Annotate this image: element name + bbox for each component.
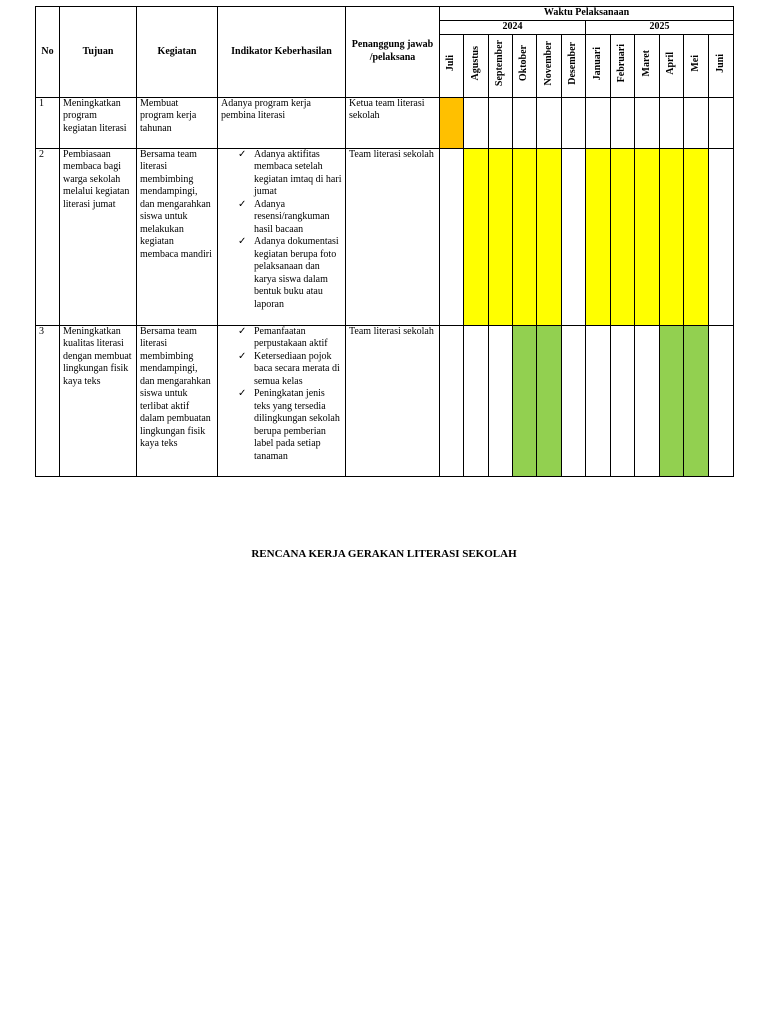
header-penanggung: Penanggung jawab /pelaksana (346, 7, 440, 98)
cell-penanggung: Team literasi sekolah (346, 148, 440, 325)
schedule-cell-april (660, 97, 684, 148)
schedule-cell-mei (684, 325, 709, 476)
indikator-item (238, 148, 342, 199)
indikator-text: Ketersediaan pojok baca secara merata di semua kelas (254, 350, 340, 387)
month-label: Desember (567, 41, 579, 85)
schedule-cell-desember (562, 97, 586, 148)
schedule-cell-juni (709, 148, 734, 325)
indikator-text: Adanya resensi/rangkuman hasil bacaan (254, 198, 330, 235)
cell-penanggung: Team literasi sekolah (346, 325, 440, 476)
header-month-desember (562, 34, 586, 97)
checkmark-icon: ✓ (238, 236, 247, 247)
header-no: No (36, 7, 60, 98)
header-month-maret (635, 34, 660, 97)
schedule-cell-maret (635, 97, 660, 148)
checkmark-icon: ✓ (238, 148, 247, 160)
cell-kegiatan: Bersama team literasi membimbing mendampingi, dan mengarahkan siswa untuk melakukan kegiatan membaca mandiri (137, 148, 218, 325)
header-indikator: Indikator Keberhasilan (218, 7, 346, 98)
header-kegiatan: Kegiatan (137, 7, 218, 98)
header-year-2024: 2024 (440, 21, 586, 35)
schedule-cell-desember (562, 325, 586, 476)
cell-kegiatan: Membuat program kerja tahunan (137, 97, 218, 148)
header-tujuan: Tujuan (60, 7, 137, 98)
header-month-juli (440, 34, 464, 97)
indikator-text: Peningkatan jenis teks yang tersedia dilingkungan sekolah berupa pemberian label pada setiap tanaman (254, 388, 340, 462)
cell-kegiatan: Bersama team literasi membimbing mendampingi, dan mengarahkan siswa untuk terlibat aktif dalam pembuatan lingkungan fisik kaya teks (137, 325, 218, 476)
indikator-text: Pemanfaatan perpustakaan aktif (254, 325, 328, 349)
month-label: Agustus (469, 46, 481, 81)
schedule-cell-oktober (513, 148, 537, 325)
table-row (36, 148, 734, 325)
document-title: RENCANA KERJA GERAKAN LITERASI SEKOLAH (251, 548, 517, 560)
header-month-juni (709, 34, 734, 97)
checkmark-icon: ✓ (238, 388, 247, 399)
header-month-februari (611, 34, 635, 97)
indikator-item (238, 388, 342, 463)
cell-indikator (218, 325, 346, 476)
header-month-januari (586, 34, 611, 97)
schedule-cell-desember (562, 148, 586, 325)
schedule-cell-april (660, 148, 684, 325)
indikator-item (238, 198, 342, 237)
schedule-cell-april (660, 325, 684, 476)
row-number: 1 (36, 97, 60, 148)
schedule-cell-agustus (464, 325, 489, 476)
schedule-cell-juni (709, 325, 734, 476)
month-label: Maret (640, 50, 652, 77)
header-waktu: Waktu Pelaksanaan (440, 7, 734, 21)
schedule-cell-juli (440, 97, 464, 148)
indikator-text: Adanya aktifitas membaca setelah kegiatan imtaq di hari jumat (254, 148, 342, 197)
header-month-november (537, 34, 562, 97)
month-label: April (665, 51, 677, 75)
table-row (36, 325, 734, 476)
schedule-cell-november (537, 97, 562, 148)
month-label: Mei (689, 54, 701, 72)
work-plan-table (35, 6, 734, 477)
cell-indikator: Adanya program kerja pembina literasi (218, 97, 346, 148)
indikator-text: Adanya dokumentasi kegiatan berupa foto pelaksanaan dan karya siswa dalam bentuk buku atau laporan (254, 236, 339, 310)
schedule-cell-oktober (513, 97, 537, 148)
indikator-item (238, 325, 342, 351)
month-label: Juni (714, 53, 726, 73)
month-label: September (494, 40, 506, 87)
indikator-item (238, 350, 342, 389)
schedule-cell-februari (611, 97, 635, 148)
header-month-mei (684, 34, 709, 97)
schedule-cell-januari (586, 325, 611, 476)
cell-tujuan: Pembiasaan membaca bagi warga sekolah melalui kegiatan literasi jumat (60, 148, 137, 325)
schedule-cell-mei (684, 97, 709, 148)
schedule-cell-februari (611, 325, 635, 476)
schedule-cell-maret (635, 325, 660, 476)
cell-penanggung: Ketua team literasi sekolah (346, 97, 440, 148)
month-label: November (542, 41, 554, 86)
row-number: 2 (36, 148, 60, 325)
header-year-2025: 2025 (586, 21, 734, 35)
schedule-cell-agustus (464, 97, 489, 148)
schedule-cell-september (489, 325, 513, 476)
header-month-oktober (513, 34, 537, 97)
cell-tujuan: Meningkatkan program kegiatan literasi (60, 97, 137, 148)
schedule-cell-juli (440, 148, 464, 325)
month-label: Februari (616, 44, 628, 83)
table-row (36, 97, 734, 148)
header-month-september (489, 34, 513, 97)
schedule-cell-oktober (513, 325, 537, 476)
checkmark-icon: ✓ (238, 198, 247, 210)
schedule-cell-agustus (464, 148, 489, 325)
schedule-cell-september (489, 148, 513, 325)
month-label: Oktober (518, 45, 530, 82)
schedule-cell-september (489, 97, 513, 148)
cell-tujuan: Meningkatkan kualitas literasi dengan membuat lingkungan fisik kaya teks (60, 325, 137, 476)
schedule-cell-maret (635, 148, 660, 325)
checkmark-icon: ✓ (238, 325, 247, 337)
header-month-agustus (464, 34, 489, 97)
schedule-cell-juni (709, 97, 734, 148)
month-label: Juli (445, 55, 457, 72)
schedule-cell-februari (611, 148, 635, 325)
checkmark-icon: ✓ (238, 350, 247, 362)
row-number: 3 (36, 325, 60, 476)
cell-indikator (218, 148, 346, 325)
header-month-april (660, 34, 684, 97)
schedule-cell-januari (586, 148, 611, 325)
schedule-cell-januari (586, 97, 611, 148)
schedule-cell-mei (684, 148, 709, 325)
indikator-item (238, 236, 342, 311)
schedule-cell-juli (440, 325, 464, 476)
schedule-cell-november (537, 325, 562, 476)
month-label: Januari (591, 46, 603, 80)
schedule-cell-november (537, 148, 562, 325)
